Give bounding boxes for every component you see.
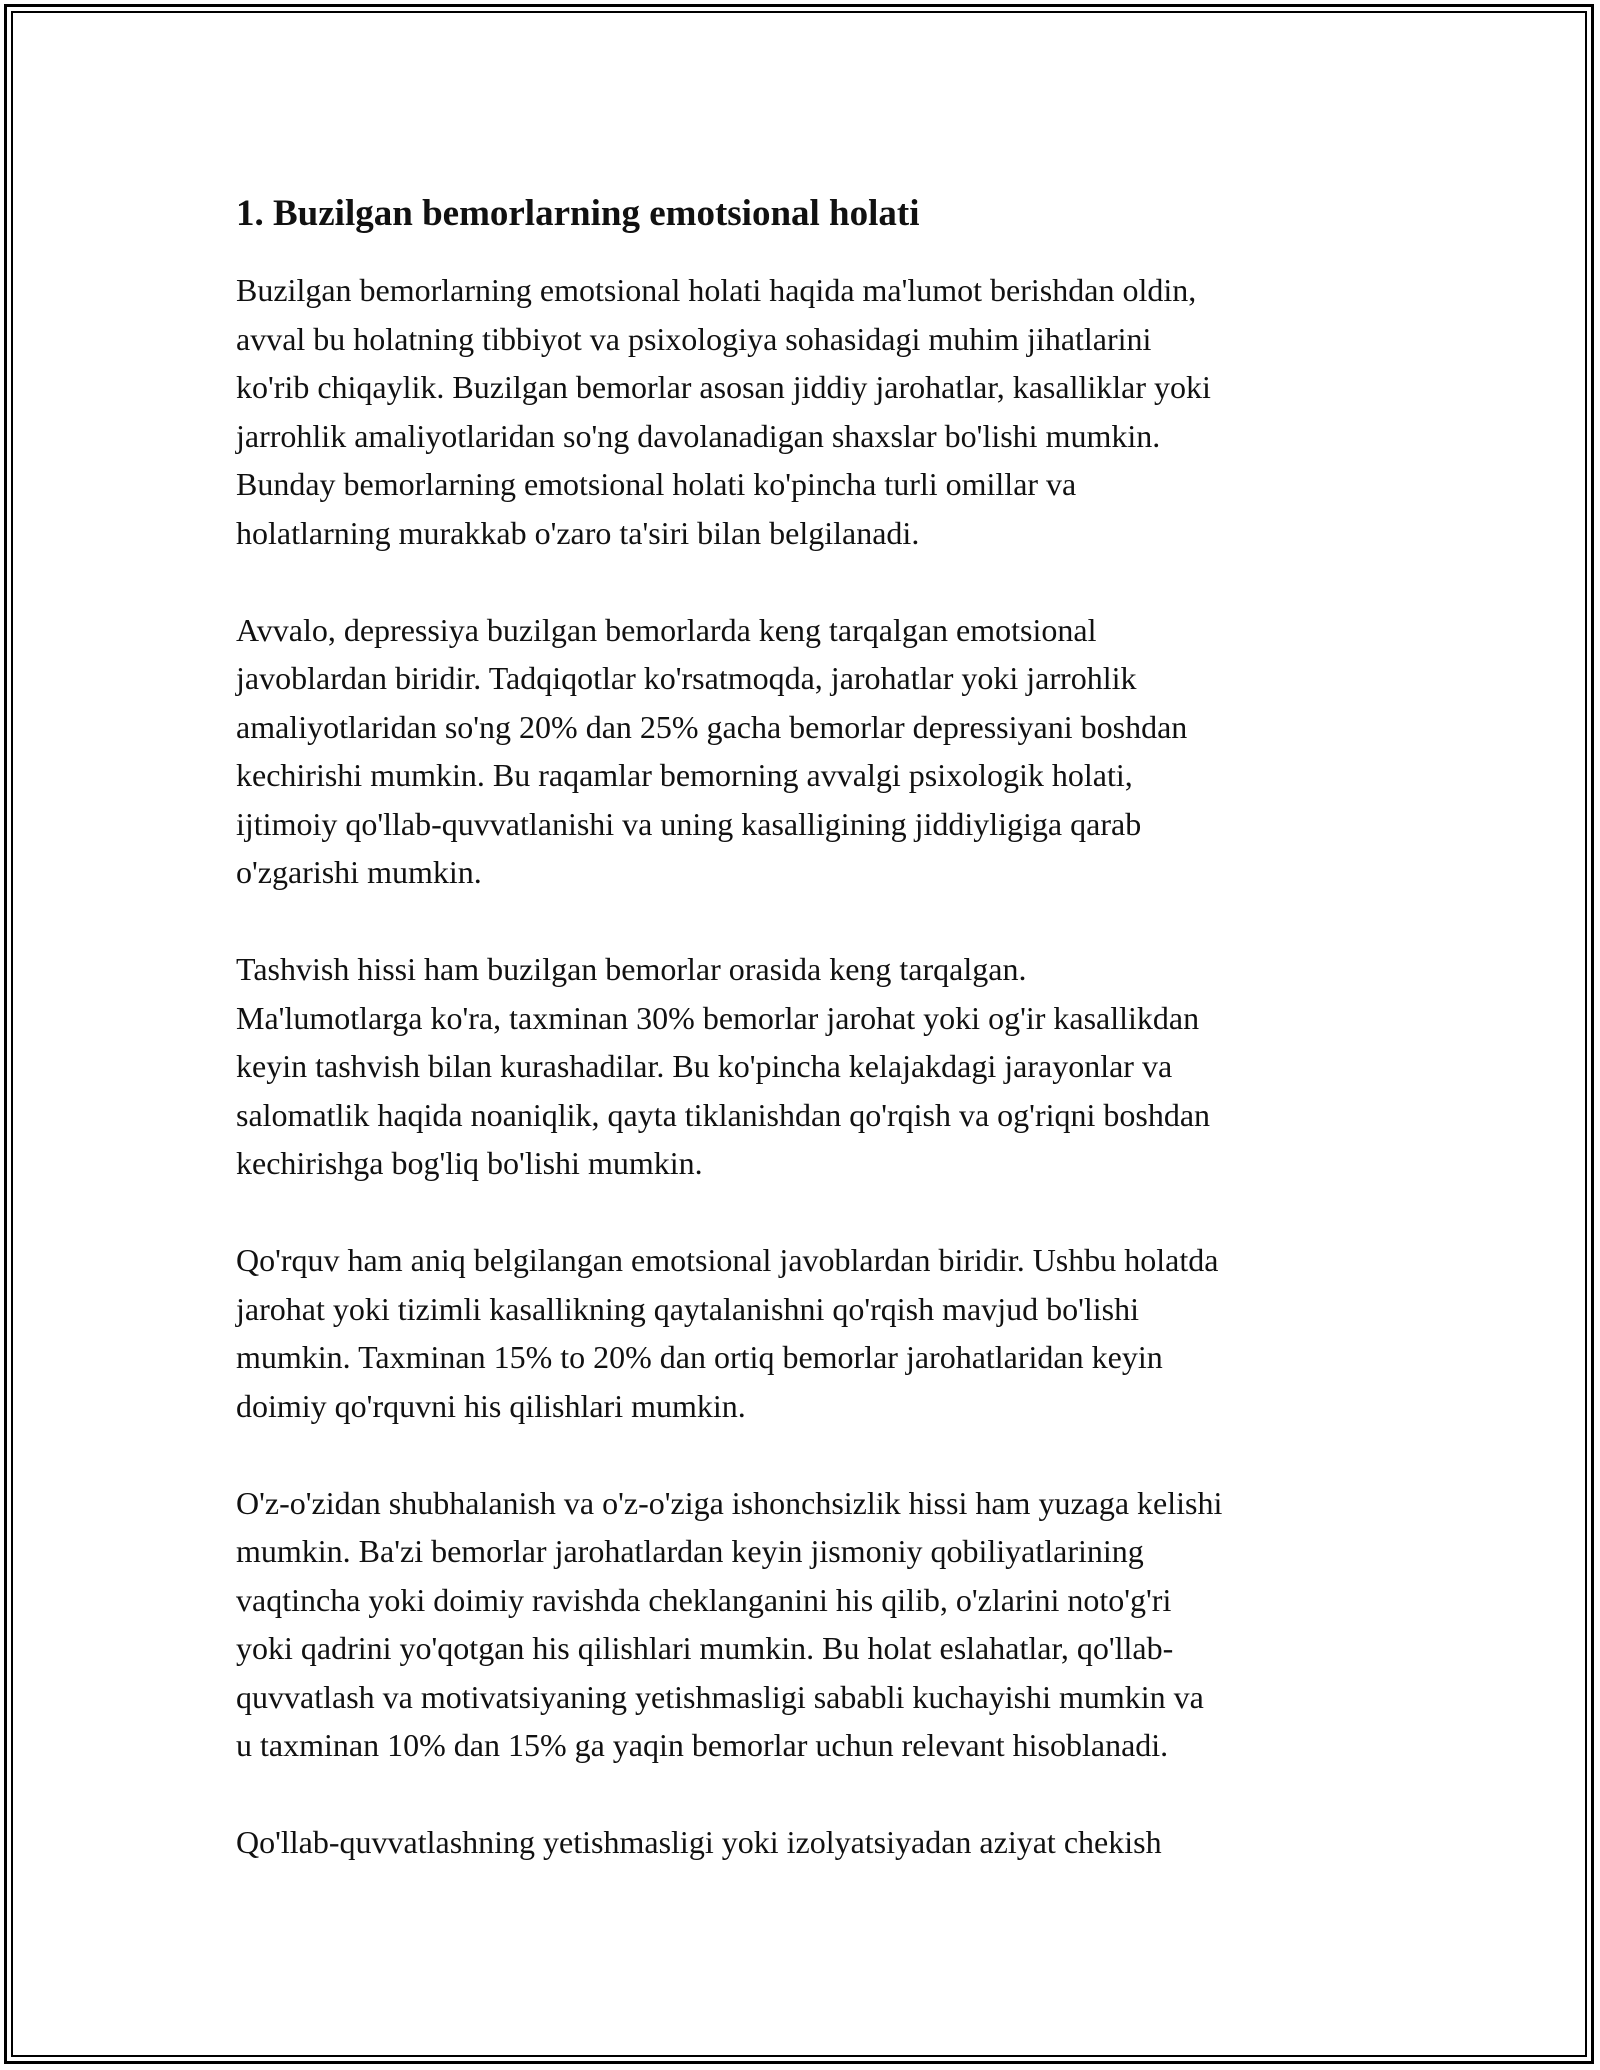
- paragraph: [236, 266, 1376, 557]
- text-line: salomatlik haqida noaniqlik, qayta tiklanishdan qo'rqish va og'riqni boshdan: [236, 1096, 1211, 1133]
- text-line: Qo'llab-quvvatlashning yetishmasligi yoki izolyatsiyadan aziyat chekish: [236, 1824, 1162, 1860]
- paragraph: [236, 606, 1376, 897]
- text-line: mumkin. Taxminan 15% to 20% dan ortiq bemorlar jarohatlaridan keyin: [236, 1339, 1163, 1375]
- text-line: jarohat yoki tizimli kasallikning qaytalanishni qo'rqish mavjud bo'lishi: [236, 1290, 1139, 1327]
- text-line: avval bu holatning tibbiyot va psixologiya sohasidagi muhim jihatlarini: [236, 320, 1152, 357]
- paragraph: [236, 1818, 1376, 1867]
- paragraph: [236, 945, 1376, 1188]
- text-line: u taxminan 10% dan 15% ga yaqin bemorlar uchun relevant hisoblanadi.: [236, 1727, 1169, 1763]
- text-line: quvvatlash va motivatsiyaning yetishmasligi sababli kuchayishi mumkin va: [236, 1678, 1204, 1715]
- document-body: [236, 188, 1376, 1867]
- section-heading: 1. Buzilgan bemorlarning emotsional holati: [236, 193, 920, 234]
- text-line: keyin tashvish bilan kurashadilar. Bu ko'pincha kelajakdagi jarayonlar va: [236, 1048, 1173, 1084]
- text-line: kechirishi mumkin. Bu raqamlar bemorning avvalgi psixologik holati,: [236, 757, 1133, 793]
- text-line: doimiy qo'rquvni his qilishlari mumkin.: [236, 1387, 746, 1424]
- text-line: Avvalo, depressiya buzilgan bemorlarda keng tarqalgan emotsional: [236, 611, 1097, 648]
- text-line: Bunday bemorlarning emotsional holati ko'pincha turli omillar va: [236, 466, 1077, 502]
- text-line: ko'rib chiqaylik. Buzilgan bemorlar asosan jiddiy jarohatlar, kasalliklar yoki: [236, 369, 1211, 405]
- text-line: Tashvish hissi ham buzilgan bemorlar orasida keng tarqalgan.: [236, 951, 1027, 987]
- paragraph-list: [236, 266, 1376, 1867]
- text-line: O'z-o'zidan shubhalanish va o'z-o'ziga ishonchsizlik hissi ham yuzaga kelishi: [236, 1484, 1223, 1521]
- paragraph: [236, 1479, 1376, 1770]
- text-line: javoblardan biridir. Tadqiqotlar ko'rsatmoqda, jarohatlar yoki jarrohlik: [236, 660, 1137, 696]
- text-line: yoki qadrini yo'qotgan his qilishlari mumkin. Bu holat eslahatlar, qo'llab-: [236, 1630, 1174, 1666]
- text-line: amaliyotlaridan so'ng 20% dan 25% gacha bemorlar depressiyani boshdan: [236, 708, 1188, 745]
- text-line: Ma'lumotlarga ko'ra, taxminan 30% bemorlar jarohat yoki og'ir kasallikdan: [236, 999, 1200, 1036]
- text-line: holatlarning murakkab o'zaro ta'siri bilan belgilanadi.: [236, 514, 920, 551]
- text-line: o'zgarishi mumkin.: [236, 854, 482, 890]
- text-line: kechirishga bog'liq bo'lishi mumkin.: [236, 1145, 703, 1181]
- paragraph: [236, 1236, 1376, 1430]
- text-line: Buzilgan bemorlarning emotsional holati haqida ma'lumot berishdan oldin,: [236, 272, 1197, 308]
- text-line: mumkin. Ba'zi bemorlar jarohatlardan keyin jismoniy qobiliyatlarining: [236, 1533, 1144, 1569]
- text-line: vaqtincha yoki doimiy ravishda cheklanganini his qilib, o'zlarini noto'g'ri: [236, 1581, 1172, 1618]
- text-line: Qo'rquv ham aniq belgilangan emotsional javoblardan biridir. Ushbu holatda: [236, 1242, 1219, 1278]
- text-line: jarrohlik amaliyotlaridan so'ng davolanadigan shaxslar bo'lishi mumkin.: [236, 417, 1161, 454]
- text-line: ijtimoiy qo'llab-quvvatlanishi va uning kasalligining jiddiyligiga qarab: [236, 805, 1142, 842]
